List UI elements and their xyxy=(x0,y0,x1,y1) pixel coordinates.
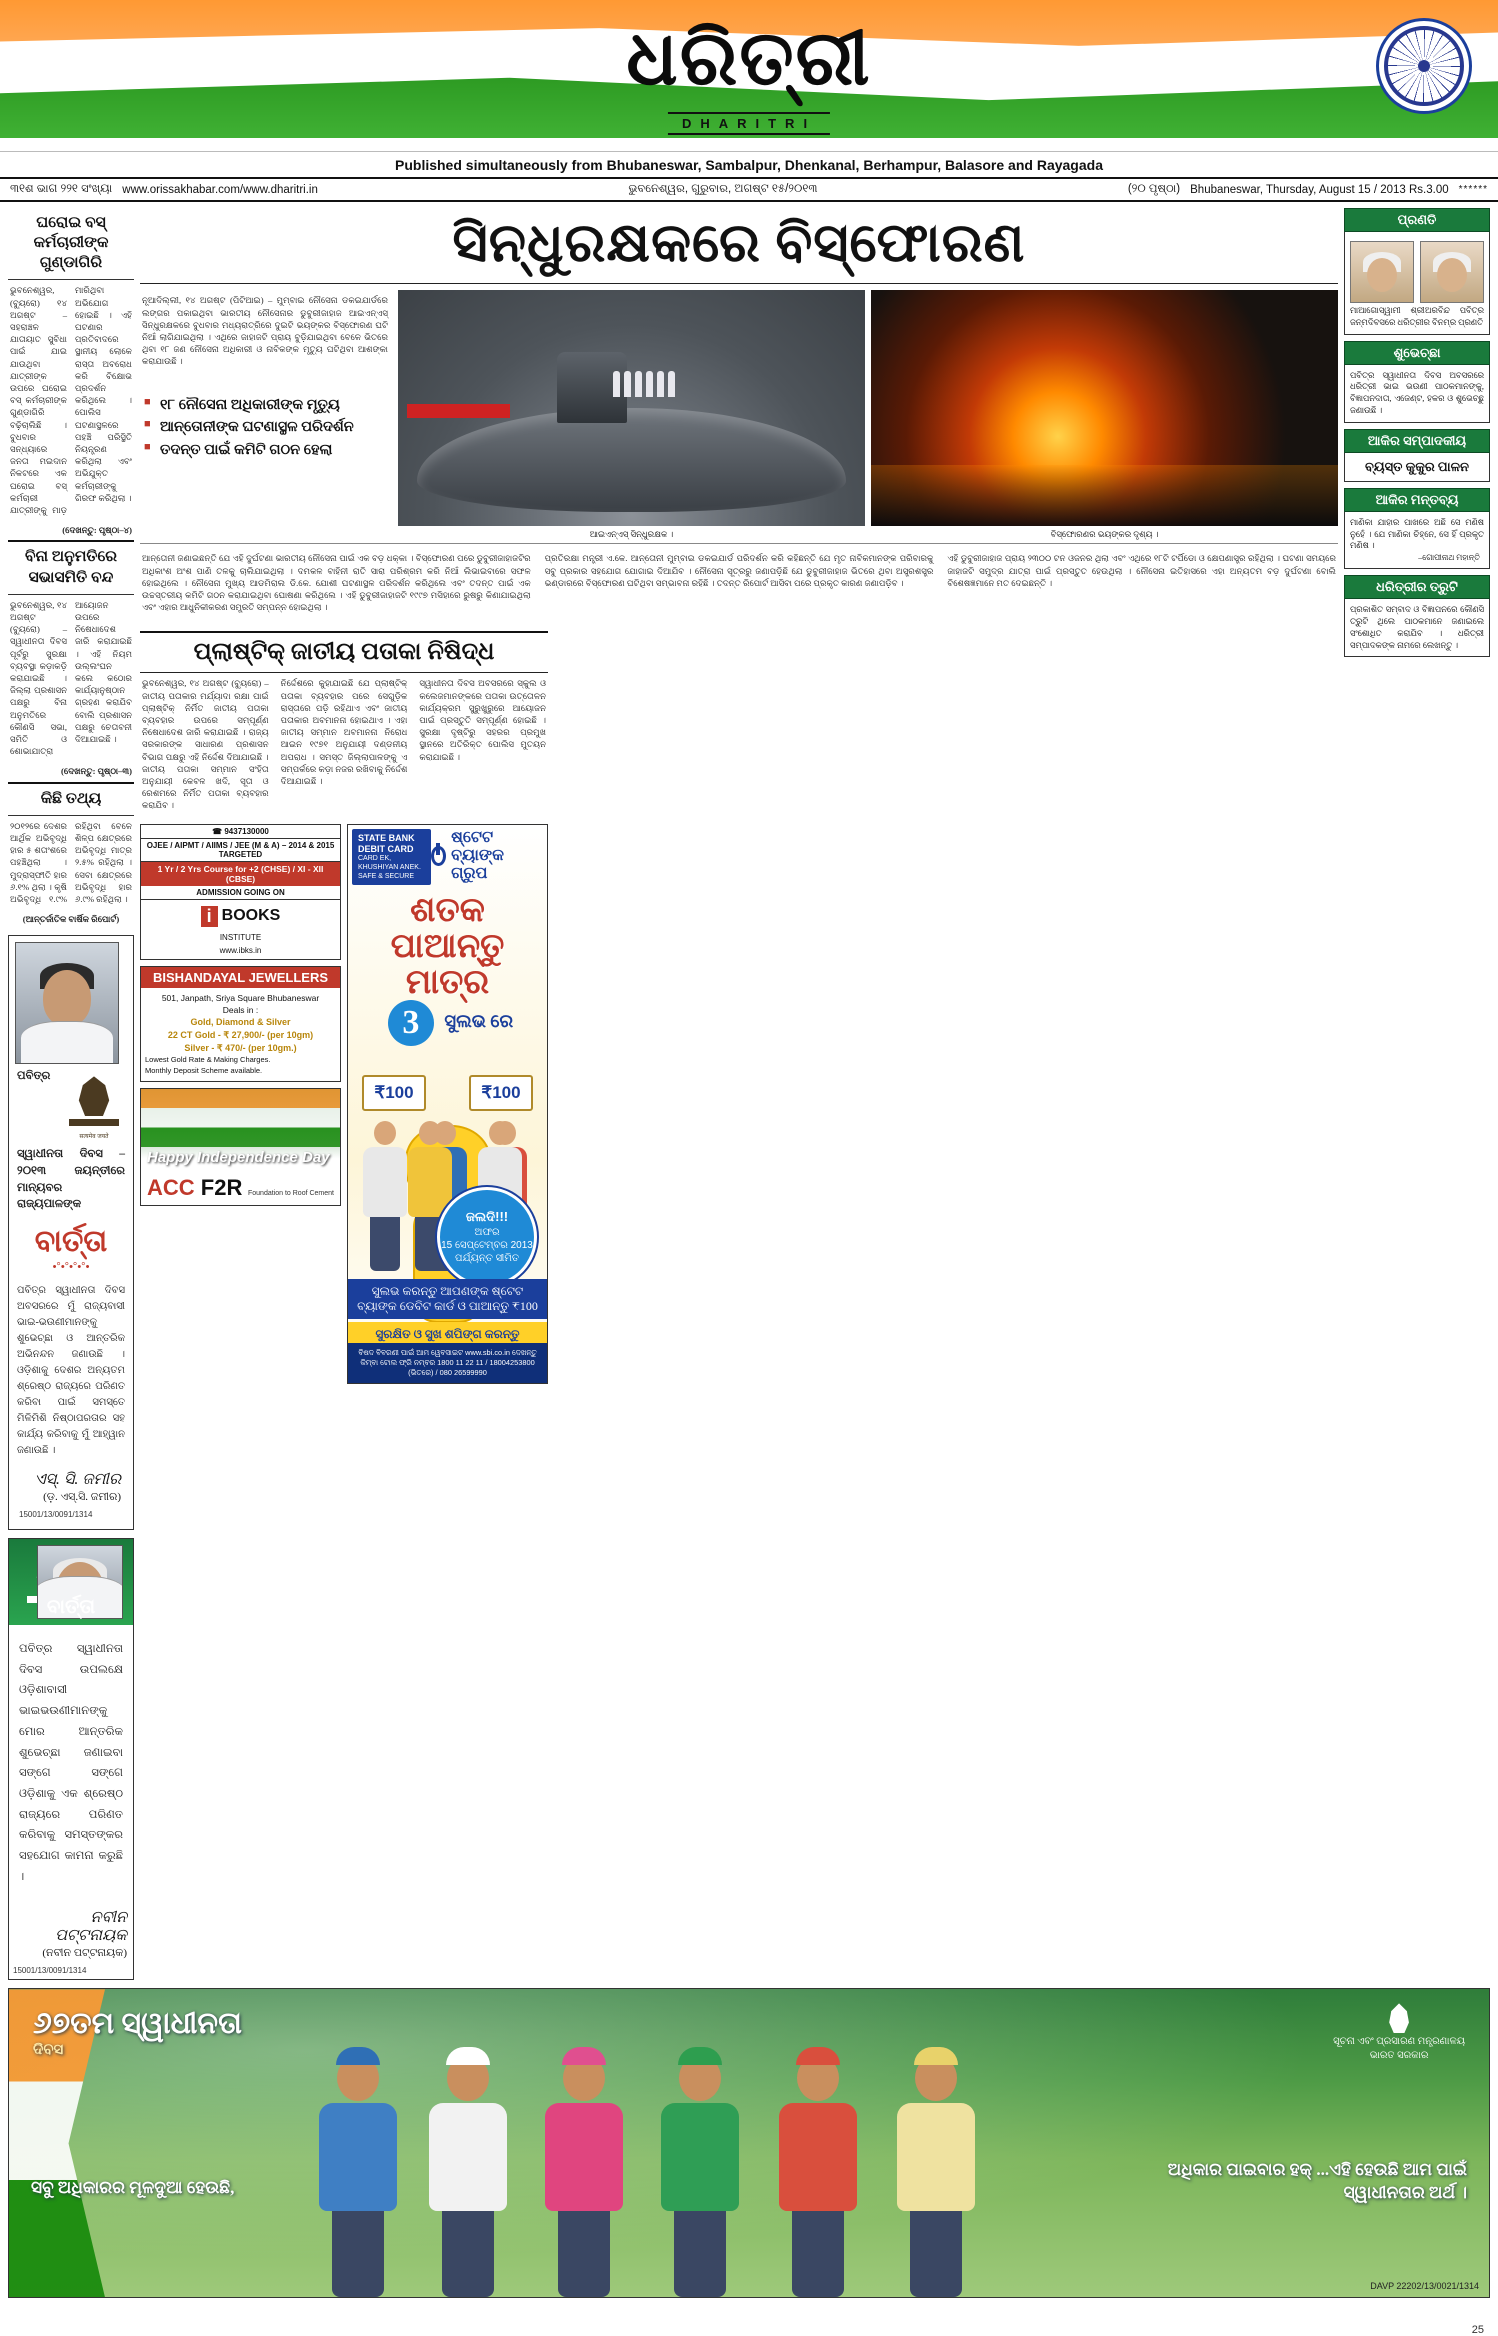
government-credit xyxy=(1333,2003,1465,2062)
cm-ad-body: ପବିତ୍ର ସ୍ୱାଧୀନତା ଦିବସ ଉପଲକ୍ଷେ ଓଡ଼ିଶାବାସୀ ଭାଇଭଉଣୀମାନଙ୍କୁ ମୋର ଆନ୍ତରିକ ଶୁଭେଚ୍ଛା ଜଣାଇବା ସଙ୍ଗେ ସଙ୍ଗେ ଓଡ଼ିଶାକୁ ଏକ ଶ୍ରେଷ୍ଠ ରାଜ୍ୟରେ ପରିଣତ କରିବାକୁ ସମସ୍ତଙ୍କର ସହଯୋଗ କାମନା କରୁଛି । xyxy=(19,1643,123,1883)
saint-portrait-2 xyxy=(1420,241,1484,303)
story-body: ଭୁବନେଶ୍ୱର, ୧୪ ଅଗଷ୍ଟ (ବ୍ୟୁରୋ) – ସ୍ୱାଧୀନତା ଦିବସ ପୂର୍ବରୁ ସୁରକ୍ଷା ବ୍ୟବସ୍ଥା କଡ଼ାକଡ଼ି କରାଯାଇଛି । ଜିଲ୍ଲା ପ୍ରଶାସନ ପକ୍ଷରୁ ବିନା ଅନୁମତିରେ କୌଣସି ସଭା, ସମିତି ଓ ଶୋଭାଯାତ୍ରା ଆୟୋଜନ ଉପରେ ନିଷେଧାଦେଶ ଜାରି କରାଯାଇଛି । ଏହି ନିୟମ ଉଲ୍ଲଂଘନ କଲେ କଠୋର କାର୍ଯ୍ୟାନୁଷ୍ଠାନ ଗ୍ରହଣ କରାଯିବ ବୋଲି ପ୍ରଶାସନ ପକ୍ଷରୁ ଚେତାବନୀ ଦିଆଯାଇଛି । xyxy=(10,599,132,757)
left-column xyxy=(8,208,134,1980)
sbi-card-badge xyxy=(352,829,431,886)
flag-story-headline[interactable]: ପ୍ଲାଷ୍ଟିକ୍ ଜାତୀୟ ପତାକା ନିଷିଦ୍ଧ xyxy=(140,631,548,673)
sbi-card-line-1: STATE BANK xyxy=(358,832,415,843)
rail-panel-title: ଶୁଭେଚ୍ଛା xyxy=(1344,341,1490,365)
jeweller-line-2: 22 CT Gold - ₹ 27,900/- (per 10gm) xyxy=(167,1030,314,1041)
sbi-card-line-4: SAFE & SECURE xyxy=(358,872,415,880)
gov-line-1: ସୂଚନା ଏବଂ ପ୍ରସାରଣ ମନ୍ତ୍ରଣାଳୟ xyxy=(1333,2036,1465,2048)
national-emblem-icon xyxy=(1386,2003,1412,2033)
sbi-subline: ସୁଲଭ ରେ xyxy=(444,1011,514,1032)
rail-panel-title: ଆକିର ମନ୍ତବ୍ୟ xyxy=(1344,488,1490,512)
flag-band-decor xyxy=(141,1089,340,1147)
rail-panel-body: ମାଣିକା ଯାହାର ପାଖରେ ଅଛି ସେ ମଣିଷ ନୁହେଁ । ଯେ ମାଣିକା ଚିହ୍ନେ, ସେ ହିଁ ପ୍ରକୃତ ମଣିଷ । xyxy=(1350,517,1484,551)
bottom-ad-title-sub: ଦିବସ xyxy=(33,2042,64,2059)
governor-greeting-ad xyxy=(8,935,134,1530)
place-date-price: Bhubaneswar, Thursday, August 15 / 2013 Rs.3.00 xyxy=(1190,183,1449,196)
bottom-ad-title-main: ୬୭ତମ ସ୍ୱାଧୀନତା xyxy=(33,2007,242,2041)
acc-tagline: Foundation to Roof Cement xyxy=(248,1190,334,1198)
rail-panel-quote xyxy=(1344,488,1490,569)
lead-body-col-1: ଆନ୍ତୋନୀ ଜଣାଇଛନ୍ତି ଯେ ଏହି ଦୁର୍ଘଟଣା ଭାରତୀୟ ନୌସେନା ପାଇଁ ଏକ ବଡ଼ ଧକ୍କା । ବିସ୍ଫୋରଣ ପରେ ଡୁବୁରୀଜାହାଜଟିର ଅଧିକାଂଶ ଅଂଶ ପାଣି ତଳକୁ ଚାଲିଯାଇଥିଲା । ଦମକଳ ବାହିନୀ ରାତି ସାରା ପରିଶ୍ରମ କରି ନିଆଁ ଲିଭାଇବାରେ ସଫଳ ହୋଇଥିଲେ । ନୌସେନା ମୁଖ୍ୟ ଆଡମିରାଲ ଡି.କେ. ଯୋଶୀ ଘଟଣାସ୍ଥଳ ପରିଦର୍ଶନ କରିଥିଲେ ଏବଂ ତଦନ୍ତ ପାଇଁ ଏକ ଉଚ୍ଚସ୍ତରୀୟ କମିଟି ଗଠନ କରାଯାଇଥିବା ଘୋଷଣା କରିଥିଲେ । ଏହି ଡୁବୁରୀଜାହାଜଟି ୧୯୯୭ ମସିହାରେ ରୁଷରୁ କିଣାଯାଇଥିଲା ଏବଂ ଏହାର ଆଧୁନିକୀକରଣ ସମ୍ପ୍ରତି ସମ୍ପନ୍ନ ହୋଇଥିଲା । xyxy=(142,553,531,613)
rail-panel-body: ପ୍ରକାଶିତ ସମ୍ବାଦ ଓ ବିଜ୍ଞାପନରେ କୌଣସି ତ୍ରୁଟି ଥିଲେ ପାଠକମାନେ ଜଣାଇଲେ ସଂଶୋଧିତ କରାଯିବ । ଧରିତ୍ରୀ ସମ୍ପାଦକଙ୍କ ନାମରେ ଲେଖନ୍ତୁ । xyxy=(1344,599,1490,657)
sbi-debit-card-ad[interactable] xyxy=(347,824,548,1384)
rail-panel-body: ପବିତ୍ର ସ୍ୱାଧୀନତା ଦିବସ ଅବସରରେ ଧରିତ୍ରୀ ଭାଇ ଭଉଣୀ ପାଠକମାନଙ୍କୁ, ବିଜ୍ଞାପନଦାତା, ଏଜେଣ୍ଟ, ହକର ଓ ଶୁଭେଚ୍ଛୁ ଜଣାଉଛି । xyxy=(1344,365,1490,423)
published-line: Published simultaneously from Bhubaneswar, Sambalpur, Dhenkanal, Berhampur, Balasore and Rayagada xyxy=(0,152,1498,179)
national-emblem-icon: सत्यमेव जयते xyxy=(65,1068,123,1142)
sbi-group-logo xyxy=(431,829,543,883)
ibooks-institute-ad[interactable] xyxy=(140,824,341,960)
ibooks-website[interactable]: www.ibks.in xyxy=(219,945,262,955)
lead-body-col-3: ଏହି ଡୁବୁରୀଜାହାଜ ପ୍ରାୟ ୨୩୦୦ ଟନ ଓଜନର ଥିଲା ଏବଂ ଏଥିରେ ୧୮ଟି ଟର୍ପିଡୋ ଓ କ୍ଷେପଣାସ୍ତ୍ର ରହିଥିଲା । ଘଟଣା ସମୟରେ ଜାହାଜଟି ସମୁଦ୍ର ଯାତ୍ରା ପାଇଁ ପ୍ରସ୍ତୁତ ହେଉଥିଲା । ନୌସେନା ଇତିହାସରେ ଏହା ଅନ୍ୟତମ ବଡ଼ ଦୁର୍ଘଟଣା ବୋଲି ବିଶେଷଜ୍ଞମାନେ ମତ ଦେଇଛନ୍ତି । xyxy=(947,553,1337,588)
story-headline[interactable]: ବିନା ଅନୁମତିରେ ସଭାସମିତି ବନ୍ଦ xyxy=(8,542,134,594)
lead-bullet-list xyxy=(140,388,390,467)
ibooks-logo-text: BOOKS xyxy=(221,907,281,925)
ad-code: 15001/13/0091/1314 xyxy=(13,1966,87,1976)
gov-line-2: ଭାରତ ସରକାର xyxy=(1369,2049,1429,2061)
bottom-ad-title xyxy=(33,2007,242,2059)
ibooks-batch: 1 Yr / 2 Yrs Course for +2 (CHSE) / XI - XII (CBSE) xyxy=(141,862,340,886)
story-headline[interactable]: ଘରୋଇ ବସ୍ କର୍ମଚାରୀଙ୍କ ଗୁଣ୍ଡାଗିରି xyxy=(8,208,134,280)
independence-day-government-ad[interactable] xyxy=(8,1988,1490,2298)
fact-box-source: (ଆନ୍ତର୍ଜାତିକ ବାର୍ଷିକ ରିପୋର୍ଟ) xyxy=(22,914,120,925)
page-count: (୨୦ ପୃଷ୍ଠା) xyxy=(1127,183,1181,195)
info-bar xyxy=(0,179,1498,202)
jeweller-deals-label: Deals in : xyxy=(222,1004,259,1015)
page-body xyxy=(0,202,1498,1980)
paper-title-odia: ଧରିତ୍ରୀ xyxy=(626,17,872,101)
bottom-ad-right-text: ଅଧିକାର ପାଇବାର ହକ୍ ...ଏହି ହେଉଛି ଆମ ପାଇଁ ସ୍ୱାଧୀନତାର ଅର୍ଥ । xyxy=(1167,2160,1467,2203)
sbi-strip-yellow: ସୁରକ୍ଷିତ ଓ ସୁଖ ଶପିଙ୍ଗ କରନ୍ତୁ xyxy=(348,1322,547,1347)
rail-panel-pranati xyxy=(1344,208,1490,335)
jeweller-bullet-2: Monthly Deposit Scheme available. xyxy=(145,1066,263,1076)
ibooks-admission: ADMISSION GOING ON xyxy=(141,886,340,900)
rail-panel-body[interactable]: ବ୍ୟସ୍ତ କୁକୁର ପାଳନ xyxy=(1344,453,1490,482)
saint-portrait-1 xyxy=(1350,241,1414,303)
acc-brand: ACC xyxy=(147,1175,195,1201)
fact-box-title: କିଛି ତଥ୍ୟ xyxy=(8,784,134,816)
governor-portrait xyxy=(15,942,119,1064)
paper-title-roman: DHARITRI xyxy=(668,112,830,135)
rail-panel-title: ଆକିର ସମ୍ପାଦକୀୟ xyxy=(1344,429,1490,453)
masthead xyxy=(0,0,1498,152)
sbi-footer-text: ବିଷଦ ବିବରଣୀ ପାଇଁ ଆମ ୱେବସାଇଟ www.sbi.co.in ଦେଖନ୍ତୁ କିମ୍ବା ଟୋଲ ଫ୍ରି ନମ୍ବର 1800 11 22 11 / 18004253800 (ଭିତରେ) / 080 26599990 xyxy=(348,1343,547,1383)
story-meetings-banned xyxy=(8,540,134,781)
story-jump-ref[interactable]: (ଦେଖନ୍ତୁ: ପୃଷ୍ଠା–୩) xyxy=(61,766,132,777)
sbi-keyhole-icon xyxy=(431,846,446,866)
hurry-title: ଜଲଦି!!! xyxy=(465,1208,509,1224)
sbi-strip-blue: ସୁଲଭ କରନ୍ତୁ ଆପଣଙ୍କ ଷ୍ଟେଟ ବ୍ୟାଙ୍କ ଡେବିଟ କାର୍ଡ ଓ ପାଆନ୍ତୁ ₹100 xyxy=(348,1279,547,1319)
greeting-underline-decor: •°•°•°•°• xyxy=(52,1261,90,1274)
right-rail xyxy=(1344,208,1490,1980)
rupee-note-right: ₹100 xyxy=(469,1075,533,1111)
hurry-line-2: 15 ସେପ୍ଟେମ୍ବର 2013 xyxy=(441,1239,533,1251)
rail-quote-attribution: –ଗୋପୀନାଥ ମହାନ୍ତି xyxy=(1418,553,1480,563)
edition-date-odia: ଭୁବନେଶ୍ୱର, ଗୁରୁବାର, ଅଗଷ୍ଟ ୧୫/୨୦୧୩ xyxy=(628,183,818,195)
hurry-line-3: ପର୍ଯ୍ୟନ୍ତ ସୀମିତ xyxy=(455,1252,519,1264)
cm-signature: ନବୀନ ପଟ୍ଟନାୟକ xyxy=(54,1909,127,1945)
lead-paragraph: ନୂଆଦିଲ୍ଲୀ, ୧୪ ଅଗଷ୍ଟ (ପିଟିଆଇ) – ମୁମ୍ବାଇ ନୌସେନା ଡକଇଯାର୍ଡରେ ଲଙ୍ଗର ପକାଇଥିବା ଭାରତୀୟ ନୌସେନାର ଡୁବୁରୀଜାହାଜ ଆଇଏନ୍ଏସ୍ ସିନ୍ଧୁରକ୍ଷକରେ ବୁଧବାର ମଧ୍ୟରାତ୍ରିରେ ଦୁଇଟି ଭୟଙ୍କର ବିସ୍ଫୋରଣ ଘଟି ନିଆଁ ଲାଗିଯାଇଥିଲା । ଏଥିରେ ଜାହାଜଟି ପ୍ରାୟ ବୁଡ଼ିଯାଇଥିବା ବେଳେ ଭିତରେ ଥିବା ୧୮ ଜଣ ନୌସେନା ଅଧିକାରୀ ଓ ନାବିକଙ୍କ ମୃତ୍ୟୁ ଘଟିଥିବା ଆଶଙ୍କା କରାଯାଉଛି । xyxy=(142,295,388,367)
story-bus-goondaism xyxy=(8,208,134,540)
sbi-highlight-number: 3 xyxy=(388,1000,434,1046)
fact-box-body: ୨୦୧୨ରେ ଦେଶର ଆର୍ଥିକ ଅଭିବୃଦ୍ଧି ହାର ୫ ଶତାଂଶରେ ପହଞ୍ଚିଥିଲା । ମୁଦ୍ରାସ୍ଫୀତି ହାର ୬.୧% ଥିଲା । କୃଷି ଅଭିବୃଦ୍ଧି ୧.୯% ରହିଥିବା ବେଳେ ଶିଳ୍ପ କ୍ଷେତ୍ରରେ ଅଭିବୃଦ୍ଧି ମାତ୍ର ୨.୫% ରହିଥିଲା । ସେବା କ୍ଷେତ୍ରରେ ଅଭିବୃଦ୍ଧି ହାର ୬.୯% ରହିଥିଲା । xyxy=(10,820,132,904)
governor-ad-body: ପବିତ୍ର ସ୍ୱାଧୀନତା ଦିବସ ଅବସରରେ ମୁଁ ରାଜ୍ୟବାସୀ ଭାଇ-ଭଉଣୀମାନଙ୍କୁ ଶୁଭେଚ୍ଛା ଓ ଆନ୍ତରିକ ଅଭିନନ୍ଦନ ଜଣାଉଛି । ଓଡ଼ିଶାକୁ ଦେଶର ଅନ୍ୟତମ ଶ୍ରେଷ୍ଠ ରାଜ୍ୟରେ ପରିଣତ କରିବା ପାଇଁ ସମସ୍ତେ ମିଳିମିଶି ନିଷ୍ଠାପରତାର ସହ କାର୍ଯ୍ୟ କରିବାକୁ ମୁଁ ଆହ୍ୱାନ ଜଣାଉଛି । xyxy=(17,1285,125,1457)
governor-signature: ଏସ୍. ସି. ଜମୀର xyxy=(34,1471,121,1489)
flag-story-body-3: ସ୍ୱାଧୀନତା ଦିବସ ଅବସରରେ ସ୍କୁଲ ଓ କଲେଜମାନଙ୍କରେ ପତାକା ଉତ୍ତୋଳନ କାର୍ଯ୍ୟକ୍ରମ ସୁରୁଖୁରୁରେ ଆୟୋଜନ ପାଇଁ ପ୍ରସ୍ତୁତି ସମ୍ପୂର୍ଣ୍ଣ ହୋଇଛି । ସୁରକ୍ଷା ଦୃଷ୍ଟିରୁ ସହରର ପ୍ରମୁଖ ସ୍ଥାନରେ ଅତିରିକ୍ତ ପୋଲିସ ମୁତୟନ କରାଯାଇଛି । xyxy=(419,678,547,762)
explosion-fire-photo xyxy=(871,290,1338,526)
rail-panel-body: ମାଆଗୋସ୍ୱାମୀ ଶ୍ରୀଅରବିନ୍ଦ ପବିତ୍ର ଜନ୍ମଦିବସରେ ଧରିତ୍ରୀର ବିନମ୍ର ପ୍ରଣତି xyxy=(1350,306,1484,327)
list-item: ■ ତଦନ୍ତ ପାଇଁ କମିଟି ଗଠନ ହେଲା xyxy=(144,439,386,461)
photo-caption: ଆଇଏନ୍ଏସ୍ ସିନ୍ଧୁରକ୍ଷକ । xyxy=(589,529,674,540)
acc-cement-ad[interactable] xyxy=(140,1088,341,1206)
greeting-title: ବାର୍ତ୍ତା xyxy=(34,1225,108,1259)
list-item: ■ ଆନ୍ତୋନୀଙ୍କ ଘଟଣାସ୍ଥଳ ପରିଦର୍ଶନ xyxy=(144,416,386,438)
bishandayal-jewellers-ad[interactable] xyxy=(140,966,341,1083)
ibooks-logo-i: i xyxy=(201,906,218,927)
list-item: ■ ୧୮ ନୌସେନା ଅଧିକାରୀଙ୍କ ମୃତ୍ୟୁ xyxy=(144,394,386,416)
chief-minister-greeting-ad xyxy=(8,1538,134,1980)
rail-panel-title: ପ୍ରଣତି xyxy=(1344,208,1490,232)
sbi-card-line-2: DEBIT CARD xyxy=(358,843,414,854)
davp-code: DAVP 22202/13/0021/1314 xyxy=(1370,2281,1479,2292)
rail-panel-editorial xyxy=(1344,429,1490,482)
rail-panel-greetings xyxy=(1344,341,1490,423)
governor-ad-headline: ପବିତ୍ର ସ୍ୱାଧୀନତା ଦିବସ – ୨୦୧୩ ଜୟନ୍ତୀରେ ମାନ୍ୟବର ରାଜ୍ୟପାଳଙ୍କ xyxy=(17,1070,125,1211)
website-url[interactable]: www.orissakhabar.com/www.dharitri.in xyxy=(122,183,318,196)
hurry-offer-badge xyxy=(437,1187,537,1287)
bottom-ad-left-text: ସବୁ ଅଧିକାରର ମୂଳଦୁଆ ହେଉଛି, xyxy=(31,2178,235,2198)
flag-story-body-2: ନିର୍ଦ୍ଦେଶରେ କୁହାଯାଇଛି ଯେ ପ୍ଲାଷ୍ଟିକ୍ ପତାକା ବ୍ୟବହାର ପରେ ସେଗୁଡ଼ିକ ରାସ୍ତାରେ ପଡ଼ି ରହିଥାଏ ଏବଂ ଜାତୀୟ ପତାକାର ଅବମାନନା ହୋଇଥାଏ । ଏହା ଜାତୀୟ ସମ୍ମାନ ଅବମାନନା ନିରୋଧ ଆଇନ ୧୯୭୧ ଅନୁଯାୟୀ ଦଣ୍ଡନୀୟ ଅପରାଧ । ସମସ୍ତ ଜିଲ୍ଲାପାଳଙ୍କୁ ଏ ସମ୍ପର୍କରେ କଡ଼ା ନଜର ରଖିବାକୁ ନିର୍ଦ୍ଦେଶ ଦିଆଯାଇଛି । xyxy=(280,678,408,787)
photo-caption: ବିସ୍ଫୋରଣର ଭୟଙ୍କର ଦୃଶ୍ୟ । xyxy=(1050,529,1159,540)
cm-signature-name: (ନବୀନ ପଟ୍ଟନାୟକ) xyxy=(42,1947,127,1960)
lead-body-col-2: ପ୍ରତିରକ୍ଷା ମନ୍ତ୍ରୀ ଏ.କେ. ଆନ୍ତୋନୀ ମୁମ୍ବାଇ ଡକଇଯାର୍ଡ ପରିଦର୍ଶନ କରି କହିଛନ୍ତି ଯେ ମୃତ ନାବିକମାନଙ୍କ ପରିବାରକୁ ସବୁ ପ୍ରକାର ସହଯୋଗ ଯୋଗାଇ ଦିଆଯିବ । ନୌସେନା ସୂତ୍ରରୁ ଜଣାପଡ଼ିଛି ଯେ ଡୁବୁରୀଜାହାଜ ଭିତରେ ଥିବା ଅସ୍ତ୍ରଶସ୍ତ୍ର ଭଣ୍ଡାରରେ ବିସ୍ଫୋରଣ ଘଟିଥିବା ସମ୍ଭାବନା ରହିଛି । ତଦନ୍ତ ରିପୋର୍ଟ ଆସିବା ପରେ ପ୍ରକୃତ କାରଣ ଜଣାପଡ଼ିବ । xyxy=(544,553,934,588)
lead-headline[interactable]: ସିନ୍ଧୁରକ୍ଷକରେ ବିସ୍ଫୋରଣ xyxy=(140,208,1338,284)
governor-signature-name: (ଡ଼. ଏସ୍.ସି. ଜମୀର) xyxy=(43,1491,121,1504)
jeweller-line-3: Silver - ₹ 470/- (per 10gm.) xyxy=(184,1043,297,1054)
ibooks-courses: OJEE / AIPMT / AIIMS / JEE (M & A) – 2014 & 2015 TARGETED xyxy=(141,839,340,862)
submarine-photo xyxy=(398,290,865,526)
rail-panel-corrections xyxy=(1344,575,1490,657)
stars-marker: ****** xyxy=(1458,184,1488,195)
page-number: 25 xyxy=(1471,2324,1484,2336)
jeweller-address: 501, Janpath, Sriya Square Bhubaneswar xyxy=(161,992,320,1003)
sbi-headline: ଶତକ ପାଆନ୍ତୁ ମାତ୍ର xyxy=(390,892,505,1001)
hurry-line-1: ଅଫର xyxy=(474,1226,500,1238)
children-photo-illustration xyxy=(309,2029,1009,2297)
greeting-title: ବାର୍ତ୍ତା xyxy=(46,1596,96,1619)
ibooks-subtitle: INSTITUTE xyxy=(219,932,262,942)
ad-code: 15001/13/0091/1314 xyxy=(19,1510,93,1520)
rupee-note-left: ₹100 xyxy=(362,1075,426,1111)
ashoka-chakra-icon xyxy=(1376,18,1472,114)
sbi-subline-row xyxy=(348,1000,547,1046)
flag-story-body-1: ଭୁବନେଶ୍ୱର, ୧୪ ଅଗଷ୍ଟ (ବ୍ୟୁରୋ) – ଜାତୀୟ ପତାକାର ମର୍ଯ୍ୟାଦା ରକ୍ଷା ପାଇଁ ପ୍ଲାଷ୍ଟିକ୍ ନିର୍ମିତ ଜାତୀୟ ପତାକା ବ୍ୟବହାର ଉପରେ ସମ୍ପୂର୍ଣ୍ଣ ନିଷେଧାଦେଶ ଜାରି କରାଯାଇଛି । ରାଜ୍ୟ ସରକାରଙ୍କ ସାଧାରଣ ପ୍ରଶାସନ ବିଭାଗ ପକ୍ଷରୁ ଏହି ନିର୍ଦ୍ଦେଶ ଦିଆଯାଇଛି । ଜାତୀୟ ପତାକା ସମ୍ମାନ ସଂହିତା ଅନୁଯାୟୀ କେବଳ ଖଦି, ସୂତା ଓ ରେଶମରେ ନିର୍ମିତ ପତାକା ବ୍ୟବହାର କରାଯିବ । xyxy=(142,678,269,811)
main-column xyxy=(140,208,1338,1980)
sbi-group-label: ଷ୍ଟେଟ ବ୍ୟାଙ୍କ ଗ୍ରୁପ xyxy=(451,828,504,882)
story-body: ଭୁବନେଶ୍ୱର, (ବ୍ୟୁରୋ) ୧୪ ଅଗଷ୍ଟ – ସହରାଞ୍ଚଳ ଯାତାୟାତ ସୁବିଧା ପାଇଁ ଯାଇ ଯାଉଥିବା ଯାତ୍ରୀଙ୍କ ଉପରେ ଘରୋଇ ବସ୍ କର୍ମଚାରୀଙ୍କ ଗୁଣ୍ଡାଗିରି ବଢ଼ିଚାଲିଛି । ବୁଧବାର ସନ୍ଧ୍ୟାରେ ଜନତା ମଇଦାନ ନିକଟରେ ଏକ ଘରୋଇ ବସ୍ କର୍ମଚାରୀ ଯାତ୍ରୀଙ୍କୁ ମାଡ଼ ମାରିଥିବା ଅଭିଯୋଗ ହୋଇଛି । ଏହି ଘଟଣାର ପ୍ରତିବାଦରେ ସ୍ଥାନୀୟ ଲୋକେ ରାସ୍ତା ଅବରୋଧ କରି ବିକ୍ଷୋଭ ପ୍ରଦର୍ଶନ କରିଥିଲେ । ପୋଲିସ ଘଟଣାସ୍ଥଳରେ ପହଞ୍ଚି ପରିସ୍ଥିତି ନିୟନ୍ତ୍ରଣ କରିଥିଲା ଏବଂ ଅଭିଯୁକ୍ତ କର୍ମଚାରୀଙ୍କୁ ଗିରଫ କରିଥିଲା । xyxy=(10,285,132,516)
fact-box xyxy=(8,782,134,930)
sbi-card-line-3: CARD EK, KHUSHIYAN ANEK. xyxy=(358,855,421,871)
acc-product: F2R xyxy=(200,1175,243,1201)
jeweller-line-1: Gold, Diamond & Silver xyxy=(190,1017,291,1028)
jeweller-bullet-1: Lowest Gold Rate & Making Charges. xyxy=(145,1055,271,1065)
ibooks-phone: ☎ 9437130000 xyxy=(141,825,340,839)
jeweller-name: BISHANDAYAL JEWELLERS xyxy=(141,967,340,988)
rail-panel-title: ଧରିତ୍ରୀର ତ୍ରୁଟି xyxy=(1344,575,1490,599)
acc-greeting: Happy Independence Day xyxy=(147,1149,330,1167)
story-jump-ref[interactable]: (ଦେଖନ୍ତୁ: ପୃଷ୍ଠା–୪) xyxy=(62,525,132,536)
volume-number: ୩୧ଶ ଭାଗ ୨୨୧ ସଂଖ୍ୟା xyxy=(10,183,113,195)
